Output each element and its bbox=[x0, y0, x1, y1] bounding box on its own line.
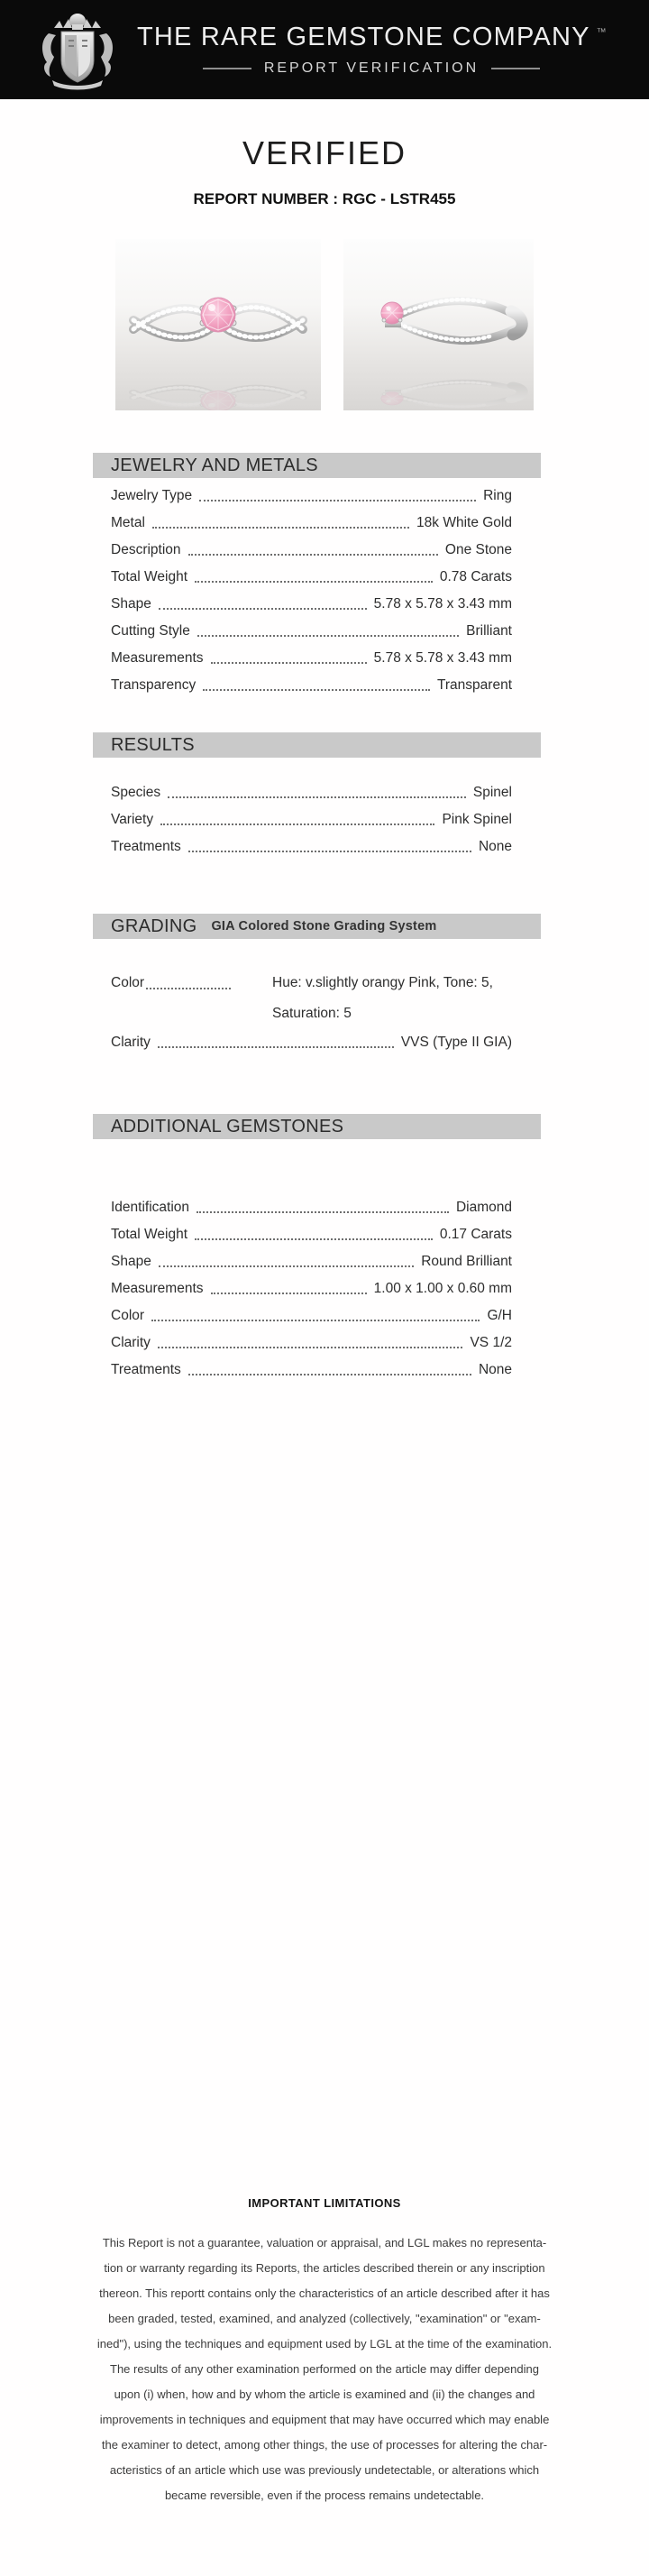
limitations-line: ined"), using the techniques and equipment used by LGL at the time of the examination. bbox=[96, 2337, 553, 2351]
section-title-additional-gemstones bbox=[93, 1114, 541, 1139]
dotted-leader bbox=[199, 500, 476, 501]
spec-value: 5.78 x 5.78 x 3.43 mm bbox=[373, 650, 512, 666]
crest-icon bbox=[32, 8, 123, 91]
dotted-leader bbox=[195, 581, 433, 583]
verified-status: VERIFIED bbox=[242, 134, 407, 171]
spec-row-total-weight bbox=[111, 1221, 512, 1248]
dotted-leader bbox=[158, 1347, 463, 1348]
spec-label: Measurements bbox=[111, 650, 204, 666]
limitations-line: became reversible, even if the process remains undetectable. bbox=[164, 2489, 485, 2502]
spec-label: Treatments bbox=[111, 839, 181, 854]
ring-photo-front[interactable] bbox=[115, 239, 321, 410]
spec-row-species bbox=[111, 779, 512, 806]
spec-row-jewelry-type bbox=[111, 483, 512, 510]
spec-value: VVS (Type II GIA) bbox=[400, 1035, 512, 1050]
dotted-leader bbox=[211, 1293, 367, 1294]
section-title-text: GRADING bbox=[111, 915, 197, 936]
spec-value bbox=[272, 968, 512, 1029]
dotted-leader bbox=[188, 851, 471, 852]
dotted-leader bbox=[168, 796, 466, 798]
header bbox=[0, 0, 649, 99]
limitations-line: acteristics of an article which use was previously undetectable, or alterations which bbox=[109, 2463, 540, 2477]
spec-value: One Stone bbox=[444, 542, 512, 557]
grading-system-note: GIA Colored Stone Grading System bbox=[211, 919, 437, 934]
limitations-line: upon (i) when, how and by whom the article is examined and (ii) the changes and bbox=[114, 2387, 535, 2401]
spec-value: Diamond bbox=[455, 1200, 512, 1215]
spec-label: Identification bbox=[111, 1200, 190, 1215]
limitations-line: This Report is not a guarantee, valuation or appraisal, and LGL makes no representa- bbox=[102, 2236, 547, 2249]
right-dash-divider bbox=[491, 68, 540, 69]
dotted-leader bbox=[197, 635, 459, 637]
spec-label: Metal bbox=[111, 515, 145, 530]
spec-label: Transparency bbox=[111, 677, 197, 693]
spec-label: Clarity bbox=[111, 1335, 151, 1350]
dotted-leader bbox=[160, 823, 434, 825]
color-label-wrap bbox=[111, 968, 272, 998]
dotted-leader bbox=[159, 608, 367, 610]
report-verification-label: REPORT VERIFICATION bbox=[263, 60, 480, 76]
spec-row-variety bbox=[111, 806, 512, 833]
brand-title bbox=[137, 23, 606, 52]
important-limitations-section bbox=[0, 2196, 649, 2508]
ring-photos bbox=[0, 239, 649, 410]
spec-row-shape bbox=[111, 591, 512, 618]
limitations-heading: IMPORTANT LIMITATIONS bbox=[248, 2196, 401, 2210]
report-verification-banner bbox=[137, 60, 606, 77]
color-value-line1: Hue: v.slightly orangy Pink, Tone: 5, bbox=[272, 975, 493, 990]
spec-label: Treatments bbox=[111, 1362, 181, 1377]
section-title-jewelry-and-metals bbox=[93, 453, 541, 478]
spec-label: Total Weight bbox=[111, 1227, 188, 1242]
spec-row-transparency bbox=[111, 672, 512, 699]
spec-label: Description bbox=[111, 542, 181, 557]
spec-label: Species bbox=[111, 785, 161, 800]
dotted-leader bbox=[151, 1320, 480, 1321]
spec-row-color bbox=[111, 1302, 512, 1329]
spec-label: Total Weight bbox=[111, 569, 188, 584]
section-title-grading bbox=[93, 914, 541, 939]
limitations-paragraph bbox=[0, 2231, 649, 2508]
limitations-line: been graded, tested, examined, and analyzed (collectively, "examination" or "exam- bbox=[108, 2312, 541, 2325]
spec-value: 18k White Gold bbox=[416, 515, 512, 530]
section-title-results bbox=[93, 732, 541, 758]
spec-value: None bbox=[478, 839, 512, 854]
report-number: REPORT NUMBER : RGC - LSTR455 bbox=[193, 190, 456, 207]
spec-label: Color bbox=[111, 975, 145, 990]
limitations-line: tion or warranty regarding its Reports, the articles described therein or any inscription bbox=[104, 2261, 545, 2275]
trademark-symbol: ™ bbox=[596, 27, 607, 39]
grading-rows bbox=[93, 968, 541, 1056]
spec-value: Ring bbox=[483, 488, 512, 503]
spec-value: Transparent bbox=[437, 677, 512, 693]
spec-row-measurements bbox=[111, 645, 512, 672]
brand-title-text: THE RARE GEMSTONE COMPANY bbox=[137, 23, 590, 51]
spec-row-cutting-style bbox=[111, 618, 512, 645]
spec-value: VS 1/2 bbox=[470, 1335, 512, 1350]
limitations-line: thereon. This reportt contains only the characteristics of an article described after it has bbox=[99, 2286, 550, 2300]
dotted-leader bbox=[195, 1238, 433, 1240]
ring-photo-side[interactable] bbox=[343, 239, 534, 410]
spec-value: Spinel bbox=[472, 785, 512, 800]
header-text bbox=[137, 23, 606, 77]
dotted-leader bbox=[159, 1265, 414, 1267]
spec-row-measurements bbox=[111, 1275, 512, 1302]
spec-value: 0.17 Carats bbox=[439, 1227, 512, 1242]
section-title-text: JEWELRY AND METALS bbox=[111, 455, 318, 475]
spec-value: 5.78 x 5.78 x 3.43 mm bbox=[373, 596, 512, 612]
spec-value: Brilliant bbox=[466, 623, 512, 639]
dotted-leader bbox=[152, 527, 409, 529]
spec-row-shape bbox=[111, 1248, 512, 1275]
spec-value: 0.78 Carats bbox=[439, 569, 512, 584]
spec-value: Pink Spinel bbox=[442, 812, 512, 827]
dotted-leader bbox=[188, 1374, 471, 1375]
dotted-leader bbox=[211, 662, 367, 664]
spec-label: Cutting Style bbox=[111, 623, 190, 639]
dotted-leader bbox=[158, 1046, 394, 1048]
spec-row-total-weight bbox=[111, 564, 512, 591]
spec-row-description bbox=[111, 537, 512, 564]
spec-row-clarity bbox=[111, 1329, 512, 1357]
spec-label: Clarity bbox=[111, 1035, 151, 1050]
limitations-line: the examiner to detect, among other things, the use of processes for altering the char- bbox=[101, 2438, 548, 2452]
spec-label: Variety bbox=[111, 812, 154, 827]
spec-row-metal bbox=[111, 510, 512, 537]
color-value-line2: Saturation: 5 bbox=[272, 1006, 352, 1021]
spec-row-treatments bbox=[111, 1357, 512, 1384]
dotted-leader bbox=[197, 1211, 449, 1213]
spec-value: None bbox=[478, 1362, 512, 1377]
spec-row-identification bbox=[111, 1194, 512, 1221]
spec-label: Shape bbox=[111, 596, 151, 612]
spec-label: Jewelry Type bbox=[111, 488, 193, 503]
spec-value: 1.00 x 1.00 x 0.60 mm bbox=[373, 1281, 512, 1296]
section-title-text: RESULTS bbox=[111, 734, 195, 755]
spec-row-clarity-grading bbox=[111, 1029, 512, 1056]
spec-label: Measurements bbox=[111, 1281, 204, 1296]
limitations-line: The results of any other examination performed on the article may differ depending bbox=[110, 2362, 539, 2376]
dotted-leader bbox=[146, 988, 231, 989]
spec-value: G/H bbox=[487, 1308, 512, 1323]
spec-row-treatments bbox=[111, 833, 512, 860]
dotted-leader bbox=[188, 554, 438, 556]
limitations-line: improvements in techniques and equipment that may have occurred which may enable bbox=[99, 2413, 550, 2426]
dotted-leader bbox=[203, 689, 430, 691]
left-dash-divider bbox=[203, 68, 251, 69]
spec-value: Round Brilliant bbox=[421, 1254, 512, 1269]
results-rows bbox=[93, 779, 541, 860]
jewelry-and-metals-rows bbox=[93, 483, 541, 699]
spec-label: Color bbox=[111, 1308, 145, 1323]
spec-label: Shape bbox=[111, 1254, 151, 1269]
additional-gemstones-rows bbox=[93, 1194, 541, 1384]
section-title-text: ADDITIONAL GEMSTONES bbox=[111, 1116, 344, 1136]
spec-row-color-grading bbox=[111, 968, 512, 1029]
